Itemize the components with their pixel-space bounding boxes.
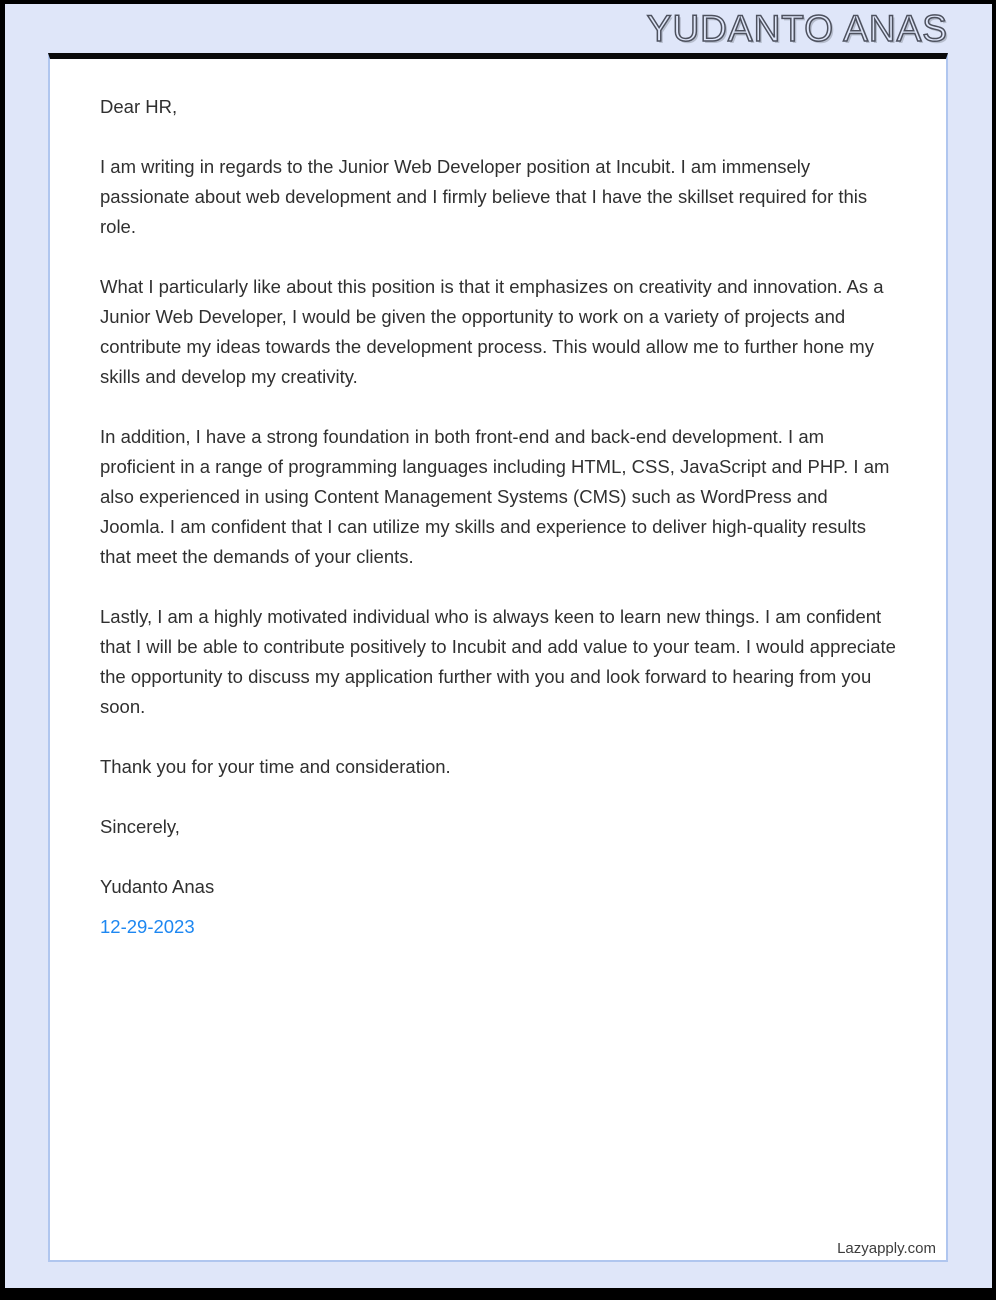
signoff: Sincerely, xyxy=(100,816,180,837)
salutation: Dear HR, xyxy=(100,96,178,117)
letter-paragraph-2: What I particularly like about this position is that it emphasizes on creativity and innovation. As a Junior Web Developer, I would be given the opportunity to work on a variety of projects and contribute my ideas towards the development process. This would allow me to further hone my skills and develop my creativity. xyxy=(100,276,884,387)
letter-date[interactable]: 12-29-2023 xyxy=(100,916,195,937)
letter-body xyxy=(100,92,897,942)
letter-paragraph-3: In addition, I have a strong foundation in both front-end and back-end development. I am proficient in a range of programming languages including HTML, CSS, JavaScript and PHP. I am also experienced in using Content Management Systems (CMS) such as WordPress and Joomla. I am confident that I can utilize my skills and experience to deliver high-quality results that meet the demands of your clients. xyxy=(100,426,890,567)
letter-paragraph-1: I am writing in regards to the Junior Web Developer position at Incubit. I am immensely passionate about web development and I firmly believe that I have the skillset required for this role. xyxy=(100,156,868,237)
signature-name: Yudanto Anas xyxy=(100,876,215,897)
letter-paragraph-4: Lastly, I am a highly motivated individual who is always keen to learn new things. I am confident that I will be able to contribute positively to Incubit and add value to your team. I would appreciate the opportunity to discuss my application further with you and look forward to hearing from you soon. xyxy=(100,606,896,717)
letterhead-name: YUDANTO ANAS xyxy=(646,8,948,49)
lazyapply-watermark: Lazyapply.com xyxy=(837,1240,936,1257)
letter-page xyxy=(48,53,948,1262)
closing-thanks: Thank you for your time and consideration. xyxy=(100,756,451,777)
